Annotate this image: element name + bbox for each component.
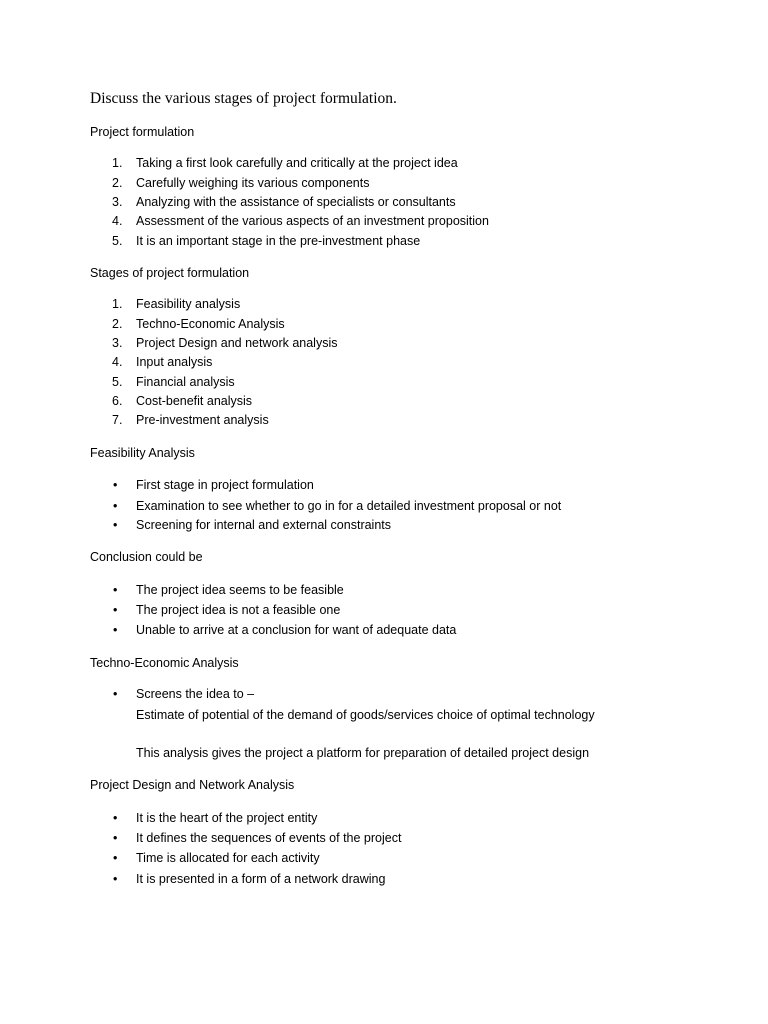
heading-feasibility: Feasibility Analysis (90, 446, 195, 460)
list-item: Taking a first look carefully and critically at the project idea (136, 156, 458, 170)
list-number: 2. (112, 317, 123, 331)
list-item: Examination to see whether to go in for a detailed investment proposal or not (136, 499, 562, 513)
bullet-icon: • (113, 623, 118, 637)
list-item: Feasibility analysis (136, 297, 241, 311)
heading-techno-economic: Techno-Economic Analysis (90, 656, 239, 670)
list-item: Cost-benefit analysis (136, 394, 253, 408)
bullet-icon: • (113, 811, 118, 825)
bullet-icon: • (113, 872, 118, 886)
list-item: The project idea seems to be feasible (136, 583, 344, 597)
list-item: It is the heart of the project entity (136, 811, 318, 825)
list-item: Unable to arrive at a conclusion for want of adequate data (136, 623, 457, 637)
list-number: 3. (112, 195, 123, 209)
list-item: Analyzing with the assistance of specialists or consultants (136, 195, 456, 209)
list-item: Assessment of the various aspects of an investment proposition (136, 214, 489, 228)
list-item: First stage in project formulation (136, 478, 314, 492)
list-number: 7. (112, 413, 123, 427)
list-item: Screening for internal and external constraints (136, 518, 392, 532)
list-item: Financial analysis (136, 375, 235, 389)
list-item: Screens the idea to – (136, 687, 255, 701)
bullet-icon: • (113, 499, 118, 513)
heading-conclusion: Conclusion could be (90, 550, 203, 564)
list-item: Techno-Economic Analysis (136, 317, 285, 331)
list-item: Carefully weighing its various components (136, 176, 370, 190)
heading-stages: Stages of project formulation (90, 266, 250, 280)
list-item: It is presented in a form of a network drawing (136, 872, 386, 886)
list-number: 6. (112, 394, 123, 408)
list-number: 5. (112, 234, 123, 248)
list-item: Pre-investment analysis (136, 413, 269, 427)
bullet-icon: • (113, 603, 118, 617)
bullet-icon: • (113, 687, 118, 701)
list-item: It is an important stage in the pre-investment phase (136, 234, 421, 248)
list-item: Project Design and network analysis (136, 336, 338, 350)
question-title: Discuss the various stages of project formulation. (90, 90, 397, 107)
list-number: 4. (112, 214, 123, 228)
list-item: The project idea is not a feasible one (136, 603, 341, 617)
bullet-icon: • (113, 851, 118, 865)
list-number: 5. (112, 375, 123, 389)
list-item: Time is allocated for each activity (136, 851, 320, 865)
list-number: 3. (112, 336, 123, 350)
list-number: 1. (112, 156, 123, 170)
bullet-icon: • (113, 478, 118, 492)
bullet-icon: • (113, 583, 118, 597)
list-item: Input analysis (136, 355, 213, 369)
bullet-icon: • (113, 831, 118, 845)
bullet-icon: • (113, 518, 118, 532)
heading-project-formulation: Project formulation (90, 125, 195, 139)
list-number: 2. (112, 176, 123, 190)
list-item: It defines the sequences of events of the project (136, 831, 402, 845)
techno-line-1: Estimate of potential of the demand of goods/services choice of optimal technology (136, 708, 595, 722)
techno-line-2: This analysis gives the project a platform for preparation of detailed project design (136, 746, 590, 760)
list-number: 1. (112, 297, 123, 311)
heading-project-design: Project Design and Network Analysis (90, 778, 295, 792)
list-number: 4. (112, 355, 123, 369)
